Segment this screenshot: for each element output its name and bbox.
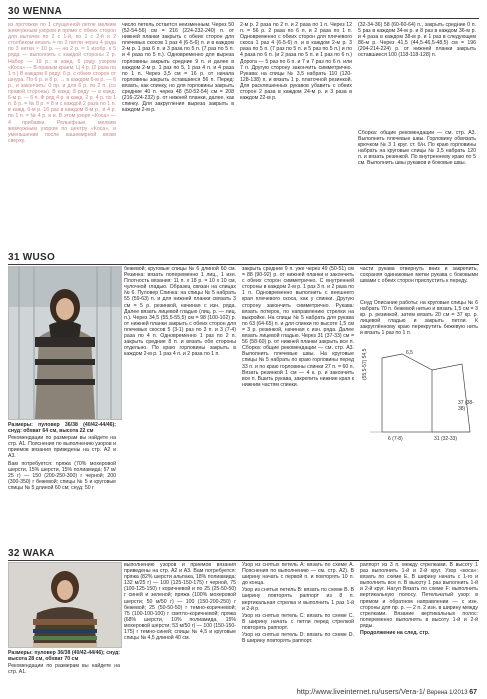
continue-note: Продолжение на след. стр. — [360, 630, 430, 637]
journal-name: Верена 1/2013 — [426, 690, 468, 696]
wenna-column-4b — [358, 130, 476, 240]
wuso-snood-text — [360, 300, 478, 348]
wuso-caption-2: Рекомендации по размерам вы найдете на стр. А1. Пояснения по выполнению узоров и приемов вязания приведены на стр. А2 и А3. — [8, 435, 116, 460]
wuso-column-4 — [360, 266, 478, 298]
waka-column-2 — [242, 562, 354, 682]
dim-label-e: 6,5 — [406, 350, 413, 356]
wuso-caption: Размеры: пуловер 36/38 (40/42-44/46); снуд: обхват 64 см, высота 22 см — [8, 422, 116, 435]
waka-pattern-b: Узор из снятых петель В: вязать по схеме В. В ширину повторять раппорт из 8 п. вертикальная стрелка и выполнить 1 раз 1-й и 2-й р. — [242, 587, 354, 612]
waka-column-1 — [124, 562, 236, 682]
dim-label-c: 31 (32-33) — [434, 436, 458, 442]
page-number: 67 — [469, 689, 477, 696]
wuso-materials: Вам потребуется: пряжа (70% мохеровой шерсти, 15% шерсти, 15% полиамида; 57 м/ 25 г) — 150 (200-250-300) г черной; 200 (300-350) г бежевой; спицы № 5 и круговые спицы № 5 длиной 60 см; снуд: 50 г — [8, 460, 116, 491]
wuso-snood: Снуд Описание работы: на круговые спицы № 6 набрать 70 п. бежевой нитью и вязать 1,5 см = 3 кр. р. резинкой, затем вязать 20 см = 37 кр. р. лицевой гладью и закрыть петли. К закруглённому краю перекрутить бежевую нить и вязать 1 раз по 1 п. — [360, 300, 478, 337]
waka-caption-block — [8, 650, 120, 682]
section-title-wenna: 30 WENNA — [8, 6, 479, 19]
wuso-text-2: бежевой; круговые спицы № 6 длиной 60 см. Резинка: вязать попеременно 1 лиц., 1 изн. Плотность вязания: 11 п. х 18 р. = 10 х 10 см, чулочной гладью. Образец связан на спицах № 6. Пуловер Спинка: на спицы № 5 набрать 55 (59-63) п. и для нижней планки связать 3 см = 5 р. резинкой, начиная с изн. ряда. Далее вязать лицевой гладью (лиц. р. — лиц. п.). Через 34,5 (55,5-55,5) см = 98 (100-102) р. от нижней планки закрыть с обеих сторон для плечевых скосов 5 (3-1) раз по 3 п. и 3 (7-4) раза по 4 п. Одновременно 1 раз по 2 п. закрыть средние 8 п. и вязать обе стороны отдельно. По краю горловины закрыть в каждом 2-м р. 1 раз 4 п. и 2 раза по 1 п. — [124, 266, 236, 358]
waka-column-3 — [360, 562, 478, 674]
wuso-text-3: закрыть средние 9 п. уже через 49 (50-51) см = 88 (90-92) р. от нижней планки и закончить с обеих сторон симметрично. С внутренней стороны в каждом 2-м р. 1 раз 3 п. и 2 раза по 1 п. Одновременно выполнить с внешнего края плечевого скоса, как у спинки. Другую сторону закончить симметрично. Рукава: вязать потерок, по направлению стрелки на выкройке. На спицы № 5 набрать для рукава по 63 (64-65) п. и для спинки по высоте 1,5 см = 3 р. резинкой, начиная с изн. ряда. Далее вязать лицевой гладью. Через 31 (37-33) см = 56 (58-60) р. от нижней планки закрыть все п. Сборка: общие рекомендации — см. стр. А3. Выполнить плечевые швы. На круговые спицы № 5 набрать по краю горловины перед 33 п. и по краю горловины спинки 27 п. = 60 п. Вязать резинкой 1 см — 4 к. р. и закончить все п. Вшить рукава, закрепить нижние края к нижним частям спинки. — [242, 266, 354, 388]
wuso-column-2 — [124, 266, 236, 542]
footer-journal — [427, 689, 477, 696]
dim-label-b: 37 (38-38) — [458, 400, 474, 412]
wuso-column-3 — [242, 266, 354, 542]
wenna-text-4: (32-34-36) 58 (60-60-64) п., закрыть средние 0 п. 5 раз в каждом 34-м р. и 8 раз в каждом 36-м р. и 4 раза в каждом 38-м р. и 1 раз в следующем 86-м р. Через 41,5 (44,5-46,5-48,5) см = 196 (204-214-224) р. от нижней планки закрыть оставшиеся 100 (118-118-128) п. — [358, 22, 476, 59]
waka-photo — [8, 562, 122, 648]
wuso-photo — [8, 266, 122, 420]
wenna-column-3 — [240, 22, 352, 244]
wenna-text-4b: Сборка: общие рекомендации — см. стр. А3. Выполнить плечевые швы. Горловину обвязать крючком № 3 1 круг. ст. б/н. По краю горловины набрать на круговые спицы № 3,5 набрать 120 п. и вязать резинкой. По внутреннему краю по 5 см. Выполнить швы рукавов и боковые швы. — [358, 130, 476, 167]
waka-pattern-a: Узор из снятых петель А: вязать по схеме А. Пояснения по выполнению — см. стр. А2). В ширину начать с первой п. и повторять 10 п. до конца. — [242, 562, 354, 587]
waka-text-3: раппорт из 3 п. между стрелками. В высоту 1 раз выполнить 1-й и 2-й круг. Узор «коса»: вязать по схеме Е. В ширину начать с 1-го и выполнить все п. В высоту 1 раз выполнить 1-й и 2-й круг. Нагул Вязать по схеме F: выполнить вертикальную полосу. Петельчатый узор: в прямом и обратном направлении — с изн. стороны для пр. p. — 2 п. 2 изн. в ширину между стрелками. Вязание вертикальных полос: попеременно выполнять в высоту 1-й и 2-й ряды. — [360, 562, 478, 629]
waka-pattern-c: Узор из снятых петель С: вязать по схеме С. В ширину начать с петли перед стрелкой повторять раппорт. — [242, 612, 354, 631]
waka-text-1: выполнению узоров и приемов вязания приведены на стр. А2 и А3. Вам потребуется: пряжа (82% шерсти альпака, 18% полиамида; 132 м/25 г) — 100 (125-150-175) г черной, 75 (100-125-150) г коричневой и по 25 (25-50-50) г синей и зеленой; пряжа (100% мохеровой шерсти; 50 м/50 г) — 100 (150-200-250) г бежевой; 25 (50-50-50) г темно-коричневой; 75 (100-100-100) г светло-коричневой; пряжа (68% шерсти, 10% полиамида, 15% мохеровой шерсти; 53 м/50 г) — 100 (150-150-175) г темно-синей; спицы № 4,5 и круговые спицы № 4,5 длиной 40 см. — [124, 562, 236, 642]
wuso-text-4: части рукава отвернуть вниз и закрепить, сохраняя одинаковые метки рукава с боковыми швами с обеих сторон приспустить к переду. — [360, 266, 478, 285]
wenna-column-2 — [122, 22, 234, 244]
waka-caption-2: Рекомендации по размерам вы найдете на стр. А1. — [8, 663, 120, 676]
section-title-wuso: 31 WUSO — [8, 252, 479, 265]
wuso-column-1 — [8, 422, 116, 542]
wenna-text-1: из протяжки по 1 спущенной петле мелким жемчужным узором и прямо с обеих сторон для вытачек по 2 с 1-й, по 1 с 2-й и 2 столбиком вязать = по 2 петли через 4 ряда по 3 нитки × 10 р. — на 2 р. = 1 изобр. к 5 ряда — выполнить с каждой стороны 2 р. Набор — 19 р.; в кажд. 6 ряду узором «Коса» — В-правым краем. Ц 4 р. (2 раза по 1 п.) В каждом 6 ряду: 6 р. с обеих сторон от шнура. По 6 р. и 8 р. → в каждом 6-м р. — 6 р., и закончить: 0 пр. и для 6 р. по 2 п. (со правой стороны). В кажд. 8 ряду — в кажд. 6-м р. — 6 п. Ф ряд 4 р. в кажд. 2 р. 4 р. по 1 п. 8 р. = № 8 р. = 8 и с каждой 2 раза по 1 п. в кажд. 6-м р. 16 раз в каждом 8-м р., и 4 р. по 1 п. = № 4 р. и и. В этом узоре «Коса» — 4 прибавки. Рельефные, мелким жемчужным узором по центру «Коса», в уменьшении после кашемирной вязки сверху. — [8, 22, 116, 144]
waka-pattern-d: Узор из снятых петель D: вязать по схеме D. В ширину повторять раппорт. — [242, 632, 354, 645]
waka-caption: Размеры: пуловер 36/38 (40/42-44/46); снуд: высота 28 см, обхват 70 см — [8, 650, 120, 663]
footer-url[interactable]: http://www.liveinternet.ru/users/Vera-1/ — [296, 687, 425, 696]
wenna-text-3: 2-м р. 2 раза по 2 п. и 2 раза по 1 п. Через 12 п. = 56 р. 2 раза по 6 п. и 2 раза по 1 п. Одновременно с обеих сторон для плечевого скоса 1 раз 4 (6-5-6) п. и в каждом 2-м р. 3 раза по 5 п. (7 раз по 5 п. и 5 раз по 5 п.) и по 4 раза по 6 п. (и 2 раза по 5 п. и 1 раз по 6 п.) Дорога — 5 раз по 6 п. и 7 и 7 раз по 6 п. или 7 п. Другую сторону закончить симметрично. Рукава: на спицы № 3,5 набрать 110 (120-128-138) п. и вязать 1 р. платочной резинкой. Для расклешенных рукавов убавить с обеих сторон 2 раза в каждом 24-м р. и 3 раза в каждом 22-м р. — [240, 22, 352, 102]
dim-label-d: 6 (7-8) — [388, 436, 403, 442]
wenna-column-1 — [8, 22, 116, 202]
section-title-waka: 32 WAKA — [8, 548, 479, 561]
wuso-pattern-diagram — [362, 350, 478, 446]
wenna-column-4 — [358, 22, 476, 102]
wenna-text-2: число петель остается неизменным. Через 50 (52-54-56) см = 216 (224-232-240) п. от нижней планки закрыть с обеих сторон для плечевых скосов 1 раз 4 (6-5-6) п. и в каждом 2-м р. 1 раз 6 п. и 3 раза по 5 п. (7 раз по 5 п. и 4 раза по 5 п.). Одновременно для выреза горловины закрыть средние 9 п. и далее в каждом 2-м р. 1 раз по 5, 1 раз 4 п. и 4 раза по 1 п. Через 3,5 см = 16 р. от начала горловины закрыть оставшиеся 56 п. Перед: вязать, как спинку, но для горловины закрыть средние 40 п. через 48 (50-52-54) см = 208 (216-224-232) р. от нижней планки, далее, как спинку. Для закругления выреза закрыть в каждом 2-м р. — [122, 22, 234, 114]
dim-label-a: (55,5-57) 54,5 — [362, 348, 368, 380]
